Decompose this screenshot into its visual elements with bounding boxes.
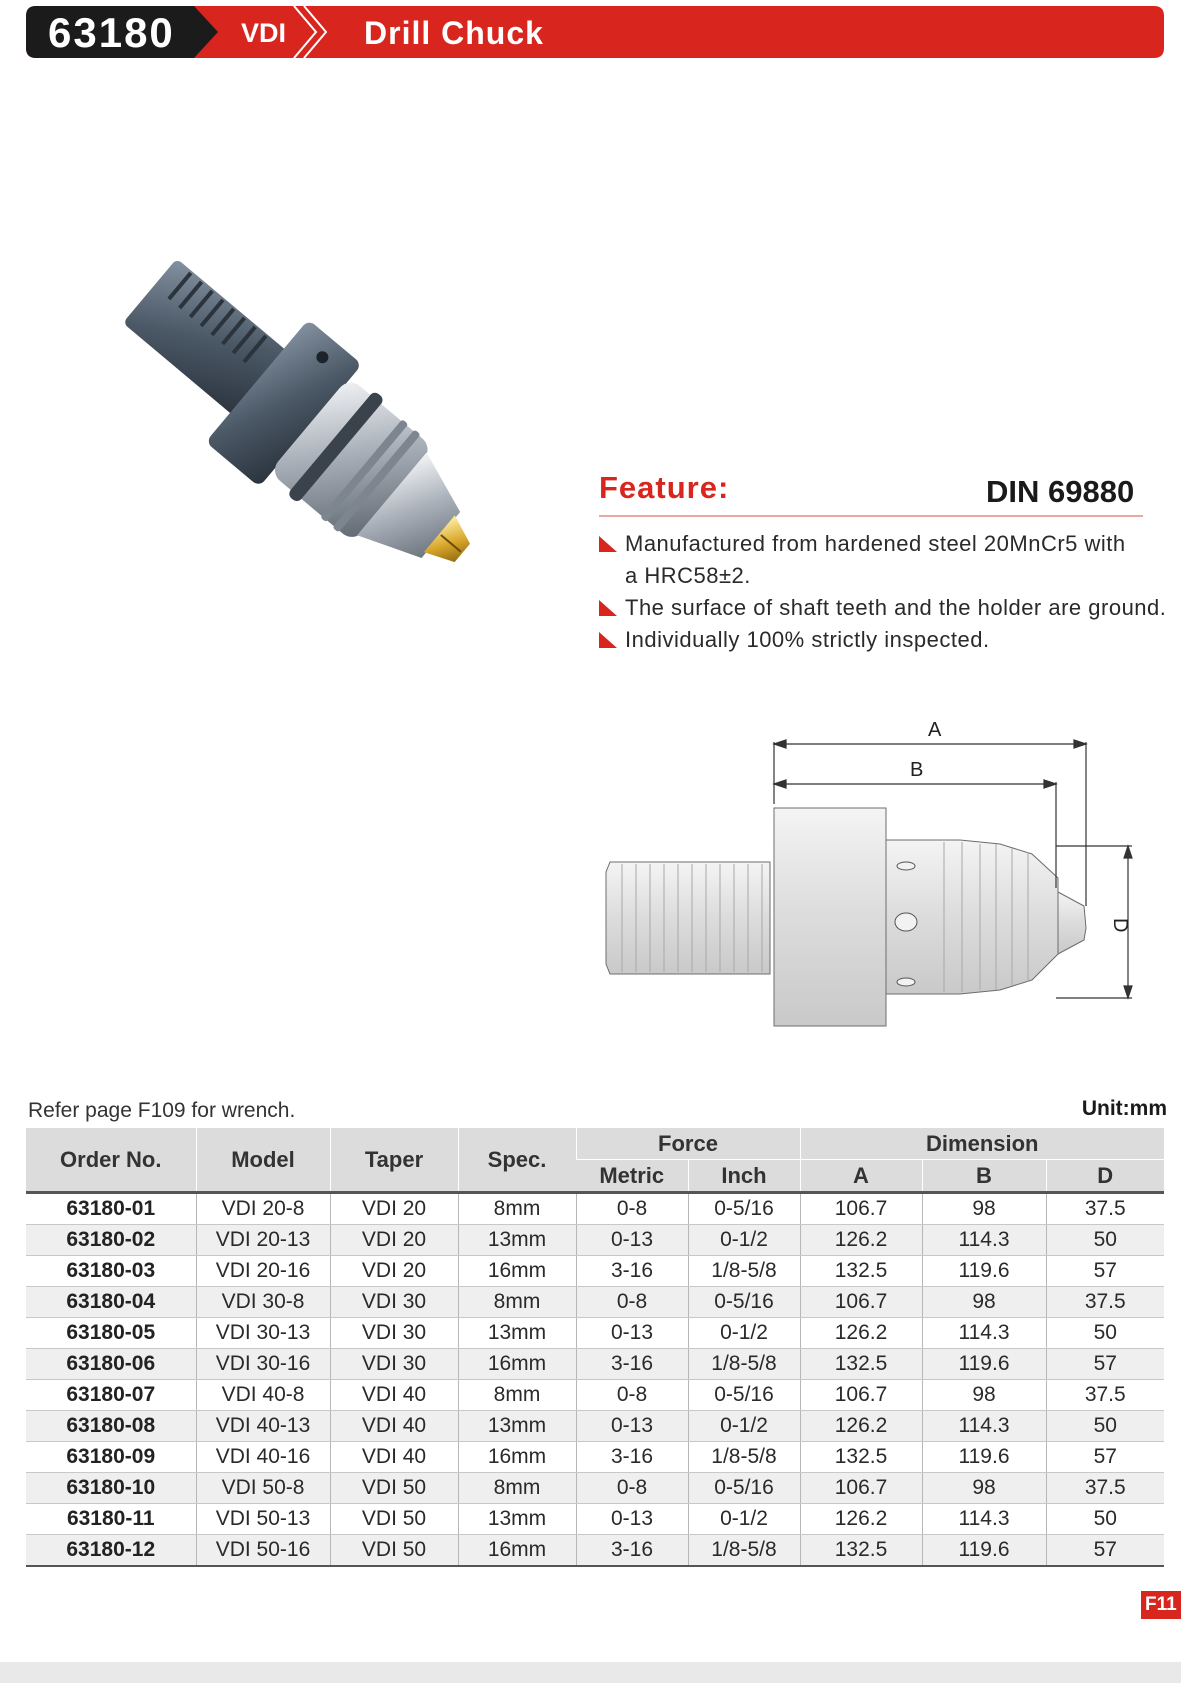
dimension-drawing: [600, 718, 1160, 1038]
table-row: [26, 1504, 1164, 1535]
cell-dim-d: 37.5: [1046, 1193, 1164, 1225]
cell-dim-a: 106.7: [800, 1287, 922, 1318]
feature-item: [599, 592, 1179, 624]
cell-metric: 3-16: [576, 1442, 688, 1473]
feature-text: Manufactured from hardened steel 20MnCr5 with: [625, 531, 1126, 556]
table-row: [26, 1349, 1164, 1380]
cell-spec: 8mm: [458, 1193, 576, 1225]
cell-model: VDI 30-16: [196, 1349, 330, 1380]
cell-dim-d: 57: [1046, 1442, 1164, 1473]
cell-dim-a: 126.2: [800, 1318, 922, 1349]
cell-taper: VDI 40: [330, 1442, 458, 1473]
cell-model: VDI 20-13: [196, 1225, 330, 1256]
col-dim-d: D: [1046, 1160, 1164, 1193]
cell-dim-b: 114.3: [922, 1411, 1046, 1442]
cell-metric: 0-13: [576, 1318, 688, 1349]
col-taper: Taper: [330, 1128, 458, 1193]
cell-inch: 0-5/16: [688, 1380, 800, 1411]
cell-dim-a: 126.2: [800, 1504, 922, 1535]
cell-order-no: 63180-11: [26, 1504, 196, 1535]
cell-dim-a: 132.5: [800, 1349, 922, 1380]
table-row: [26, 1442, 1164, 1473]
table-row: [26, 1225, 1164, 1256]
cell-order-no: 63180-03: [26, 1256, 196, 1287]
cell-metric: 3-16: [576, 1349, 688, 1380]
cell-taper: VDI 30: [330, 1349, 458, 1380]
table-row: [26, 1411, 1164, 1442]
cell-dim-d: 37.5: [1046, 1380, 1164, 1411]
cell-model: VDI 50-16: [196, 1535, 330, 1567]
cell-model: VDI 50-8: [196, 1473, 330, 1504]
cell-taper: VDI 30: [330, 1287, 458, 1318]
cell-order-no: 63180-06: [26, 1349, 196, 1380]
cell-metric: 0-8: [576, 1473, 688, 1504]
cell-dim-a: 106.7: [800, 1193, 922, 1225]
cell-spec: 16mm: [458, 1256, 576, 1287]
cell-taper: VDI 50: [330, 1504, 458, 1535]
wrench-note: Refer page F109 for wrench.: [28, 1099, 296, 1122]
cell-order-no: 63180-10: [26, 1473, 196, 1504]
feature-item: [599, 528, 1179, 592]
series-label: VDI: [241, 18, 287, 48]
col-model: Model: [196, 1128, 330, 1193]
cell-order-no: 63180-08: [26, 1411, 196, 1442]
din-standard: DIN 69880: [986, 474, 1135, 509]
cell-spec: 16mm: [458, 1535, 576, 1567]
cell-dim-d: 50: [1046, 1225, 1164, 1256]
cell-taper: VDI 50: [330, 1535, 458, 1567]
cell-model: VDI 40-8: [196, 1380, 330, 1411]
cell-inch: 0-5/16: [688, 1287, 800, 1318]
feature-divider: [599, 515, 1143, 517]
feature-list: [599, 528, 1179, 656]
cell-taper: VDI 30: [330, 1318, 458, 1349]
table-row: [26, 1287, 1164, 1318]
cell-inch: 0-5/16: [688, 1473, 800, 1504]
cell-order-no: 63180-12: [26, 1535, 196, 1567]
cell-taper: VDI 50: [330, 1473, 458, 1504]
cell-dim-a: 132.5: [800, 1256, 922, 1287]
triangle-bullet-icon: [599, 600, 617, 616]
cell-inch: 0-1/2: [688, 1225, 800, 1256]
col-dim-a: A: [800, 1160, 922, 1193]
cell-dim-d: 37.5: [1046, 1287, 1164, 1318]
cell-spec: 13mm: [458, 1225, 576, 1256]
cell-dim-b: 119.6: [922, 1256, 1046, 1287]
cell-metric: 3-16: [576, 1256, 688, 1287]
cell-dim-a: 132.5: [800, 1535, 922, 1567]
cell-dim-b: 114.3: [922, 1504, 1046, 1535]
product-photo: [50, 180, 510, 620]
feature-heading: Feature:: [599, 470, 730, 505]
cell-inch: 1/8-5/8: [688, 1442, 800, 1473]
cell-model: VDI 30-8: [196, 1287, 330, 1318]
cell-spec: 8mm: [458, 1287, 576, 1318]
col-group-dimension: Dimension: [800, 1128, 1164, 1160]
page-number-tag: F11: [1141, 1591, 1181, 1619]
cell-spec: 8mm: [458, 1380, 576, 1411]
cell-metric: 0-13: [576, 1504, 688, 1535]
cell-dim-b: 98: [922, 1380, 1046, 1411]
cell-taper: VDI 20: [330, 1225, 458, 1256]
cell-inch: 0-5/16: [688, 1193, 800, 1225]
cell-dim-d: 37.5: [1046, 1473, 1164, 1504]
cell-dim-b: 119.6: [922, 1349, 1046, 1380]
cell-metric: 0-8: [576, 1287, 688, 1318]
cell-order-no: 63180-05: [26, 1318, 196, 1349]
col-spec: Spec.: [458, 1128, 576, 1193]
cell-taper: VDI 20: [330, 1193, 458, 1225]
cell-dim-b: 114.3: [922, 1225, 1046, 1256]
cell-order-no: 63180-04: [26, 1287, 196, 1318]
spec-table: [26, 1128, 1164, 1567]
table-row: [26, 1318, 1164, 1349]
unit-label: Unit:mm: [1081, 1097, 1167, 1120]
feature-text: The surface of shaft teeth and the holder are ground.: [625, 595, 1167, 620]
col-order-no: Order No.: [26, 1128, 196, 1193]
feature-text: Individually 100% strictly inspected.: [625, 627, 990, 652]
cell-dim-b: 119.6: [922, 1535, 1046, 1567]
cell-inch: 0-1/2: [688, 1411, 800, 1442]
cell-model: VDI 40-13: [196, 1411, 330, 1442]
cell-spec: 13mm: [458, 1504, 576, 1535]
col-group-force: Force: [576, 1128, 800, 1160]
page-title: Drill Chuck: [364, 15, 544, 51]
table-row: [26, 1473, 1164, 1504]
cell-inch: 1/8-5/8: [688, 1349, 800, 1380]
cell-order-no: 63180-02: [26, 1225, 196, 1256]
table-row: [26, 1535, 1164, 1567]
cell-dim-d: 57: [1046, 1256, 1164, 1287]
cell-dim-a: 106.7: [800, 1380, 922, 1411]
cell-spec: 13mm: [458, 1318, 576, 1349]
cell-inch: 0-1/2: [688, 1318, 800, 1349]
cell-model: VDI 30-13: [196, 1318, 330, 1349]
table-row: [26, 1256, 1164, 1287]
cell-model: VDI 20-16: [196, 1256, 330, 1287]
col-metric: Metric: [576, 1160, 688, 1193]
cell-taper: VDI 20: [330, 1256, 458, 1287]
banner-shape: [26, 6, 1164, 58]
cell-spec: 8mm: [458, 1473, 576, 1504]
cell-spec: 16mm: [458, 1442, 576, 1473]
cell-inch: 1/8-5/8: [688, 1535, 800, 1567]
footer-band: [0, 1662, 1181, 1683]
cell-dim-d: 50: [1046, 1411, 1164, 1442]
cell-dim-d: 50: [1046, 1318, 1164, 1349]
dimension-label-b: B: [910, 759, 924, 781]
cell-dim-a: 126.2: [800, 1411, 922, 1442]
cell-dim-b: 98: [922, 1473, 1046, 1504]
col-dim-b: B: [922, 1160, 1046, 1193]
cell-model: VDI 20-8: [196, 1193, 330, 1225]
dimension-label-a: A: [928, 719, 942, 741]
cell-metric: 0-8: [576, 1380, 688, 1411]
table-row: [26, 1193, 1164, 1225]
cell-metric: 0-13: [576, 1225, 688, 1256]
header-banner: [26, 6, 1164, 58]
cell-model: VDI 50-13: [196, 1504, 330, 1535]
cell-dim-d: 57: [1046, 1535, 1164, 1567]
cell-metric: 0-13: [576, 1411, 688, 1442]
cell-dim-d: 50: [1046, 1504, 1164, 1535]
dimension-label-d: D: [1109, 918, 1131, 933]
cell-spec: 13mm: [458, 1411, 576, 1442]
cell-model: VDI 40-16: [196, 1442, 330, 1473]
cell-dim-b: 114.3: [922, 1318, 1046, 1349]
product-code: 63180: [48, 9, 175, 56]
cell-spec: 16mm: [458, 1349, 576, 1380]
cell-order-no: 63180-07: [26, 1380, 196, 1411]
cell-dim-d: 57: [1046, 1349, 1164, 1380]
triangle-bullet-icon: [599, 536, 617, 552]
cell-metric: 3-16: [576, 1535, 688, 1567]
cell-dim-a: 106.7: [800, 1473, 922, 1504]
cell-taper: VDI 40: [330, 1411, 458, 1442]
cell-dim-b: 98: [922, 1193, 1046, 1225]
cell-order-no: 63180-09: [26, 1442, 196, 1473]
table-row: [26, 1380, 1164, 1411]
cell-order-no: 63180-01: [26, 1193, 196, 1225]
cell-dim-a: 132.5: [800, 1442, 922, 1473]
cell-inch: 1/8-5/8: [688, 1256, 800, 1287]
triangle-bullet-icon: [599, 632, 617, 648]
cell-dim-b: 119.6: [922, 1442, 1046, 1473]
cell-metric: 0-8: [576, 1193, 688, 1225]
feature-text-continued: a HRC58±2.: [625, 563, 751, 588]
cell-inch: 0-1/2: [688, 1504, 800, 1535]
col-inch: Inch: [688, 1160, 800, 1193]
cell-dim-b: 98: [922, 1287, 1046, 1318]
cell-taper: VDI 40: [330, 1380, 458, 1411]
cell-dim-a: 126.2: [800, 1225, 922, 1256]
feature-item: [599, 624, 1179, 656]
